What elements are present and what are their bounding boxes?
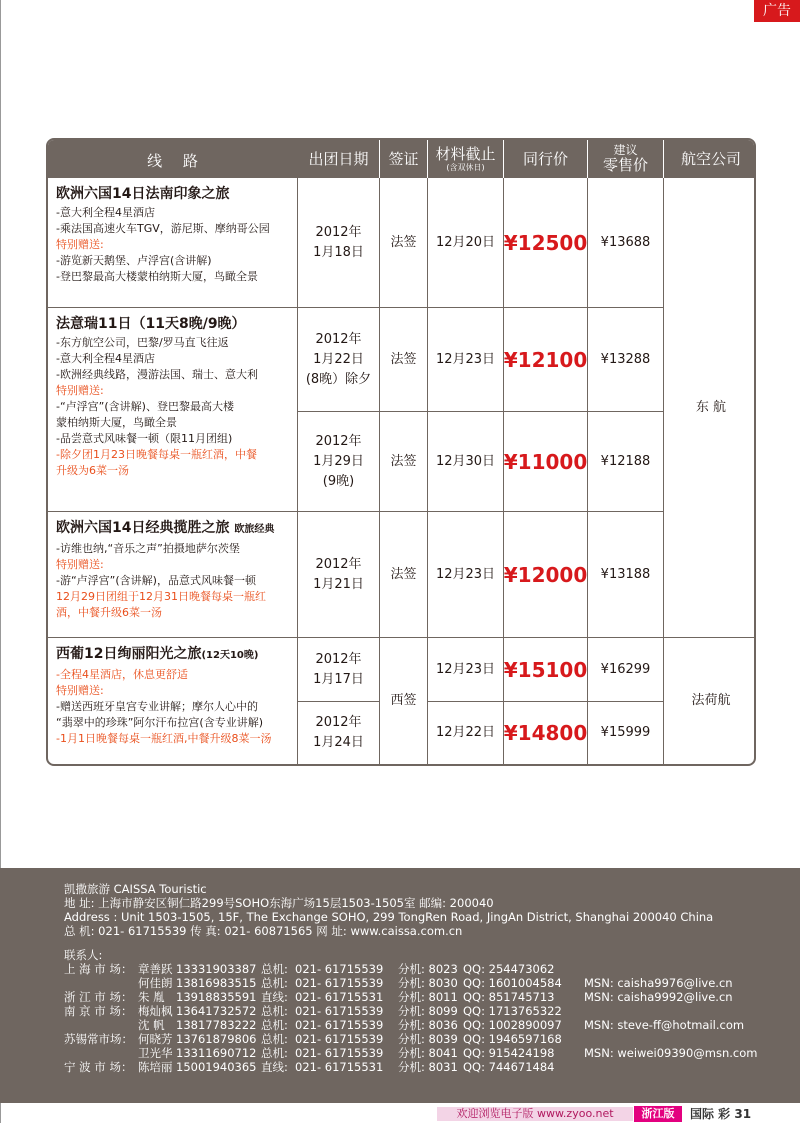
visa-cell: 法签 (380, 308, 428, 412)
company-name: 凯撒旅游 CAISSA Touristic (64, 882, 207, 896)
contact-ext: 分机: 8030 (398, 976, 458, 990)
contact-name: 卫光华 (138, 1046, 173, 1060)
address-en: Address : Unit 1503-1505, 15F, The Exchange SOHO, 299 TongRen Road, JingAn District, Shanghai 200040 China (64, 910, 714, 924)
contact-name: 陈培丽 (138, 1060, 173, 1074)
note-line: 升级为6菜一汤 (56, 464, 129, 477)
contact-msn: MSN: weiwei09390@msn.com (584, 1046, 758, 1060)
contact-line: 021- 61715539 (295, 976, 384, 990)
contact-line: 021- 61715531 (295, 990, 384, 1004)
contact-row (64, 1046, 800, 1060)
departure-date: 2012年 1月18日 (298, 178, 380, 308)
route-cell-3 (48, 512, 298, 638)
contact-row (64, 1060, 800, 1074)
province-badge: 浙江版 (634, 1106, 682, 1122)
route-line: -意大利全程4星酒店 (56, 352, 155, 365)
gift-line: -游览新天鹅堡、卢浮宫(含讲解) (56, 254, 212, 267)
retail-price: ¥13688 (588, 178, 664, 308)
deadline-cell: 12月30日 (428, 412, 504, 512)
gift-line: “翡翠中的珍珠”阿尔汗布拉宫(含专业讲解) (56, 716, 263, 729)
note-line: 12月29日团组于12月31日晚餐每桌一瓶红 (56, 590, 266, 603)
contact-name: 朱 胤 (138, 990, 165, 1004)
contact-name: 章善跃 (138, 962, 173, 976)
contact-msn: MSN: caisha9992@live.cn (584, 990, 733, 1004)
contact-name: 何佳朗 (138, 976, 173, 990)
route-line: -欧洲经典线路，漫游法国、瑞士、意大利 (56, 368, 258, 381)
contact-row (64, 1018, 800, 1032)
route-title: 欧洲六国14日法南印象之旅 (56, 186, 230, 202)
tour-table (46, 138, 756, 766)
contact-qq: QQ: 1713765322 (463, 1004, 562, 1018)
note-line: -除夕团1月23日晚餐每桌一瓶红酒，中餐 (56, 448, 257, 461)
gift-line: -品尝意式风味餐一顿（限11月团组) (56, 432, 233, 445)
visa-cell: 法签 (380, 412, 428, 512)
gift-line: -“卢浮宫”(含讲解)、登巴黎最高大楼 (56, 400, 234, 413)
contact-line-label: 总机: (261, 1004, 288, 1018)
route-line: -东方航空公司，巴黎/罗马直飞往返 (56, 336, 229, 349)
visa-cell: 法签 (380, 178, 428, 308)
contact-region: 上 海 市 场： (64, 962, 133, 976)
ad-tag: 广告 (754, 0, 800, 22)
agent-price: ¥12100 (504, 308, 588, 412)
header-deadline: 材料截止 (含双休日) (428, 140, 504, 178)
retail-price: ¥13288 (588, 308, 664, 412)
header-route: 线 路 (48, 140, 298, 178)
gift-line: 蒙柏纳斯大厦，鸟瞰全景 (56, 416, 177, 429)
route-line: -意大利全程4星酒店 (56, 206, 155, 219)
contact-mobile: 13816983515 (176, 976, 257, 990)
contact-ext: 分机: 8041 (398, 1046, 458, 1060)
contact-region: 苏锡常市场： (64, 1032, 133, 1046)
contact-qq: QQ: 254473062 (463, 962, 555, 976)
note-line: 酒，中餐升级6菜一汤 (56, 606, 162, 619)
contact-line-label: 总机: (261, 976, 288, 990)
deadline-cell: 12月23日 (428, 512, 504, 638)
contact-line-label: 总机: (261, 1032, 288, 1046)
header-agent-price: 同行价 (504, 140, 588, 178)
route-title: 法意瑞11日（11天8晚/9晚） (56, 316, 246, 332)
gift-label: 特别赠送: (56, 558, 104, 571)
agent-price: ¥12000 (504, 512, 588, 638)
bottom-bar (0, 1103, 800, 1123)
contact-ext: 分机: 8031 (398, 1060, 458, 1074)
departure-date: 2012年 1月17日 (298, 638, 380, 702)
contact-qq: QQ: 1601004584 (463, 976, 562, 990)
route-cell-4 (48, 638, 298, 764)
deadline-cell: 12月23日 (428, 638, 504, 702)
note-line: -1月1日晚餐每桌一瓶红酒,中餐升级8菜一汤 (56, 732, 272, 745)
contact-msn: MSN: caisha9976@live.cn (584, 976, 733, 990)
contact-mobile: 13918835591 (176, 990, 257, 1004)
contact-row (64, 1032, 800, 1046)
route-cell-2 (48, 308, 298, 512)
contact-region: 宁 波 市 场： (64, 1060, 133, 1074)
contact-qq: QQ: 851745713 (463, 990, 555, 1004)
contact-line-label: 总机: (261, 962, 288, 976)
contact-mobile: 15001940365 (176, 1060, 257, 1074)
contact-mobile: 13331903387 (176, 962, 257, 976)
phones: 总 机: 021- 61715539 传 真: 021- 60871565 网 址: www.caissa.com.cn (64, 924, 463, 938)
contact-line: 021- 61715539 (295, 1004, 384, 1018)
deadline-cell: 12月22日 (428, 702, 504, 764)
contact-row (64, 1004, 800, 1018)
contacts-list (64, 962, 800, 1074)
contact-row (64, 962, 800, 976)
contact-mobile: 13817783222 (176, 1018, 257, 1032)
contact-line-label: 总机: (261, 1018, 288, 1032)
agent-price: ¥15100 (504, 638, 588, 702)
retail-price: ¥13188 (588, 512, 664, 638)
deadline-cell: 12月23日 (428, 308, 504, 412)
airline-klm: 法荷航 (691, 693, 731, 708)
page-number: 国际 彩 31 (690, 1107, 752, 1121)
contact-ext: 分机: 8099 (398, 1004, 458, 1018)
agent-price: ¥11000 (504, 412, 588, 512)
contact-line-label: 直线: (261, 990, 288, 1004)
contact-mobile: 13761879806 (176, 1032, 257, 1046)
header-departure: 出团日期 (298, 140, 380, 178)
visa-cell: 法签 (380, 512, 428, 638)
contact-name: 梅灿枫 (138, 1004, 173, 1018)
header-retail-price: 建议 零售价 (588, 140, 664, 178)
retail-price: ¥12188 (588, 412, 664, 512)
contact-msn: MSN: steve-ff@hotmail.com (584, 1018, 745, 1032)
gift-label: 特别赠送: (56, 384, 104, 397)
departure-date: 2012年 1月22日 (8晚）除夕 (298, 308, 380, 412)
contact-ext: 分机: 8011 (398, 990, 458, 1004)
retail-price: ¥16299 (588, 638, 664, 702)
address-cn: 地 址: 上海市静安区铜仁路299号SOHO东海广场15层1503-1505室 邮编: 200040 (64, 896, 494, 910)
contact-line: 021- 61715539 (295, 1032, 384, 1046)
contact-ext: 分机: 8036 (398, 1018, 458, 1032)
contacts-label: 联系人: (64, 948, 103, 962)
contact-region: 南 京 市 场： (64, 1004, 133, 1018)
contact-region: 浙 江 市 场： (64, 990, 133, 1004)
airline-east: 东 航 (664, 178, 756, 638)
contact-ext: 分机: 8039 (398, 1032, 458, 1046)
route-title: 西葡12日绚丽阳光之旅(12天10晚) (56, 646, 259, 662)
gift-label: 特别赠送: (56, 684, 104, 697)
gift-line: -赠送西班牙皇宫专业讲解；摩尔人心中的 (56, 700, 258, 713)
route-line: -访维也纳,“音乐之声”拍摄地萨尔茨堡 (56, 542, 240, 555)
retail-price: ¥15999 (588, 702, 664, 764)
departure-date: 2012年 1月29日 (9晚) (298, 412, 380, 512)
contact-name: 何晓芳 (138, 1032, 173, 1046)
contact-line: 021- 61715539 (295, 1046, 384, 1060)
contact-ext: 分机: 8023 (398, 962, 458, 976)
contact-row (64, 976, 800, 990)
agent-price: ¥14800 (504, 702, 588, 764)
visa-cell: 西签 (380, 638, 428, 764)
contact-line: 021- 61715539 (295, 962, 384, 976)
contact-qq: QQ: 915424198 (463, 1046, 555, 1060)
contact-line-label: 总机: (261, 1046, 288, 1060)
contact-qq: QQ: 1002890097 (463, 1018, 562, 1032)
route-title: 欧洲六国14日经典揽胜之旅 欧旅经典 (56, 520, 275, 536)
contact-line: 021- 61715539 (295, 1018, 384, 1032)
contact-line-label: 直线: (261, 1060, 288, 1074)
header-visa: 签证 (380, 140, 428, 178)
contact-line: 021- 61715531 (295, 1060, 384, 1074)
contact-qq: QQ: 1946597168 (463, 1032, 562, 1046)
departure-date: 2012年 1月24日 (298, 702, 380, 764)
gift-line: -登巴黎最高大楼蒙柏纳斯大厦，鸟瞰全景 (56, 270, 258, 283)
agent-price: ¥12500 (504, 178, 588, 308)
departure-date: 2012年 1月21日 (298, 512, 380, 638)
deadline-cell: 12月20日 (428, 178, 504, 308)
contact-row (64, 990, 800, 1004)
contact-mobile: 13641732572 (176, 1004, 257, 1018)
note-line: -全程4星酒店，休息更舒适 (56, 668, 188, 681)
contact-mobile: 13311690712 (176, 1046, 257, 1060)
header-airline: 航空公司 (664, 140, 756, 178)
contact-qq: QQ: 744671484 (463, 1060, 555, 1074)
route-cell-1 (48, 178, 298, 308)
contact-name: 沈 帆 (138, 1018, 165, 1032)
contact-footer (0, 868, 800, 1103)
route-line: -乘法国高速火车TGV，游尼斯、摩纳哥公园 (56, 222, 270, 235)
welcome-link[interactable]: 欢迎浏览电子版 www.zyoo.net (437, 1107, 633, 1121)
gift-line: -游“卢浮宫”(含讲解)，品意式风味餐一顿 (56, 574, 256, 587)
gift-label: 特别赠送: (56, 238, 104, 251)
